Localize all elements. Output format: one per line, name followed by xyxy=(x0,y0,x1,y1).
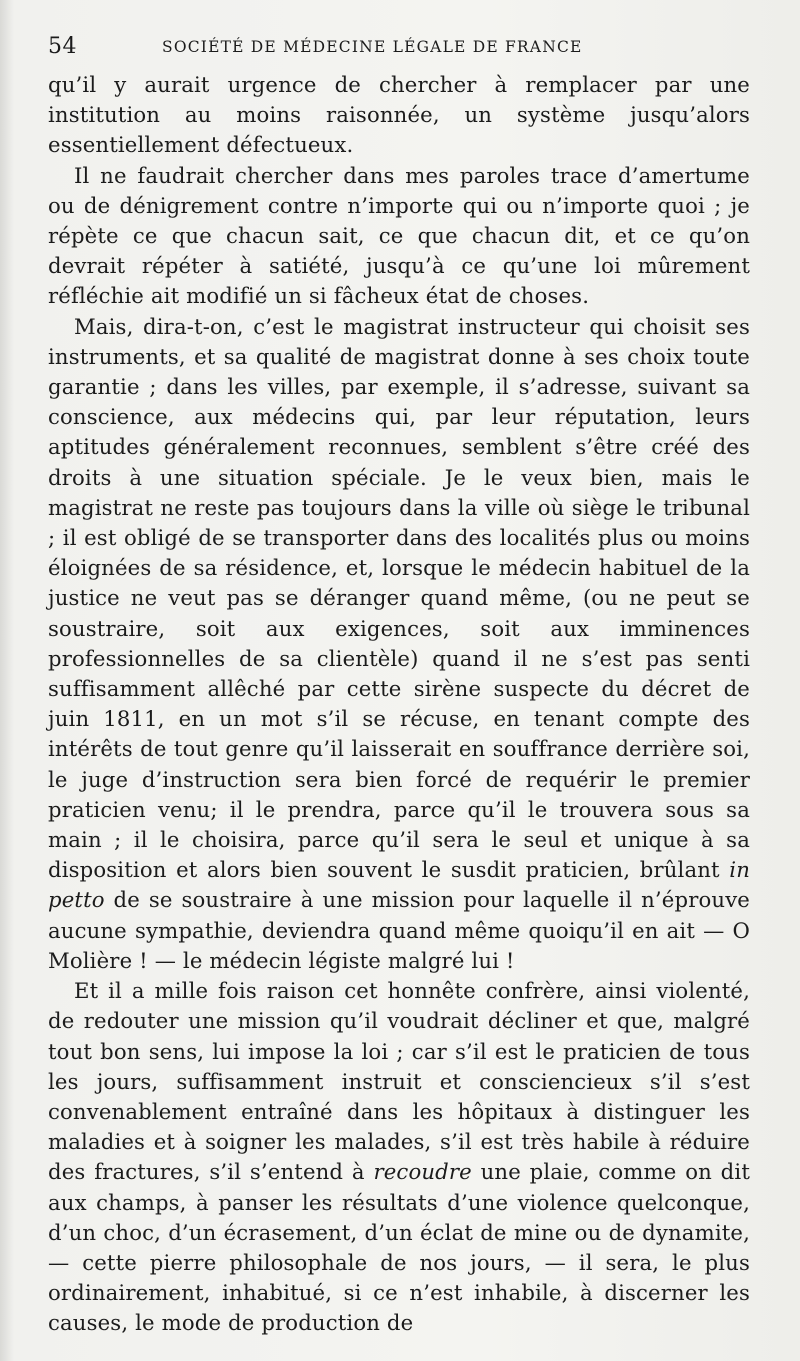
paragraph xyxy=(48,161,750,312)
paragraph xyxy=(48,976,750,1338)
paragraph xyxy=(48,70,750,161)
running-title: SOCIÉTÉ DE MÉDECINE LÉGALE DE FRANCE xyxy=(162,38,583,56)
paragraph xyxy=(48,312,750,976)
italic-phrase: in petto xyxy=(48,857,750,913)
text-run: une plaie, comme on dit aux champs, à panser les résultats d’une violence quelconque, d’un choc, d’un écrasement, d’un éclat de mine ou de dynamite, — cette pierre philosophale de nos jours, — il sera, le plus ordinairement, inhabitué, si ce n’est inhabile, à discerner les causes, le mode de production de xyxy=(48,1159,750,1336)
text-run: de se soustraire à une mission pour laquelle il n’éprouve aucune sympathie, deviendra quand même quoiqu’il en ait — O Molière ! — le médecin légiste malgré lui ! xyxy=(48,887,750,973)
text-run: Il ne faudrait chercher dans mes paroles trace d’amertume ou de dénigrement contre n’importe qui ou n’importe quoi ; je répète ce que chacun sait, ce que chacun dit, et ce qu’on devrait répéter à satiété, jusqu’à ce qu’une loi mûrement réfléchie ait modifié un si fâcheux état de choses. xyxy=(48,162,750,309)
body-text xyxy=(48,70,750,1339)
text-run: Mais, dira-t-on, c’est le magistrat instructeur qui choisit ses instruments, et sa qualité de magistrat donne à ses choix toute garantie ; dans les villes, par exemple, il s’adresse, suivant sa conscience, aux médecins qui, par leur réputation, leurs aptitudes généralement reconnues, semblent s’être créé des droits à une situation spéciale. Je le veux bien, mais le magistrat ne reste pas toujours dans la ville où siège le tribunal ; il est obligé de se transporter dans des localités plus ou moins éloignées de sa résidence, et, lorsque le médecin habituel de la justice ne veut pas se déranger quand même, (ou ne peut se soustraire, soit aux exigences, soit aux imminences professionnelles de sa clientèle) quand il ne s’est pas senti suffisamment allêché par cette sirène suspecte du décret de juin 1811, en un mot s’il se récuse, en tenant compte des intérêts de tout genre qu’il laisserait en souffrance derrière soi, le juge d’instruction sera bien forcé de requérir le premier praticien venu; il le prendra, parce qu’il le trouvera sous sa main ; il le choisira, parce qu’il sera le seul et unique à sa disposition et alors bien souvent le susdit praticien, brûlant xyxy=(48,313,750,883)
page-number: 54 xyxy=(48,34,77,59)
italic-phrase: recoudre xyxy=(373,1159,472,1185)
text-run: Et il a mille fois raison cet honnête confrère, ainsi violenté, de redouter une mission qu’il voudrait décliner et que, malgré tout bon sens, lui impose la loi ; car s’il est le praticien de tous les jours, suffisamment instruit et consciencieux s’il s’est convenablement entraîné dans les hôpitaux à distinguer les maladies et à soigner les malades, s’il est très habile à réduire des fractures, s’il s’entend à xyxy=(48,978,750,1185)
running-head xyxy=(48,34,760,66)
text-run: qu’il y aurait urgence de chercher à remplacer par une institution au moins raisonnée, un système jusqu’alors essentiellement défectueux. xyxy=(48,72,750,158)
